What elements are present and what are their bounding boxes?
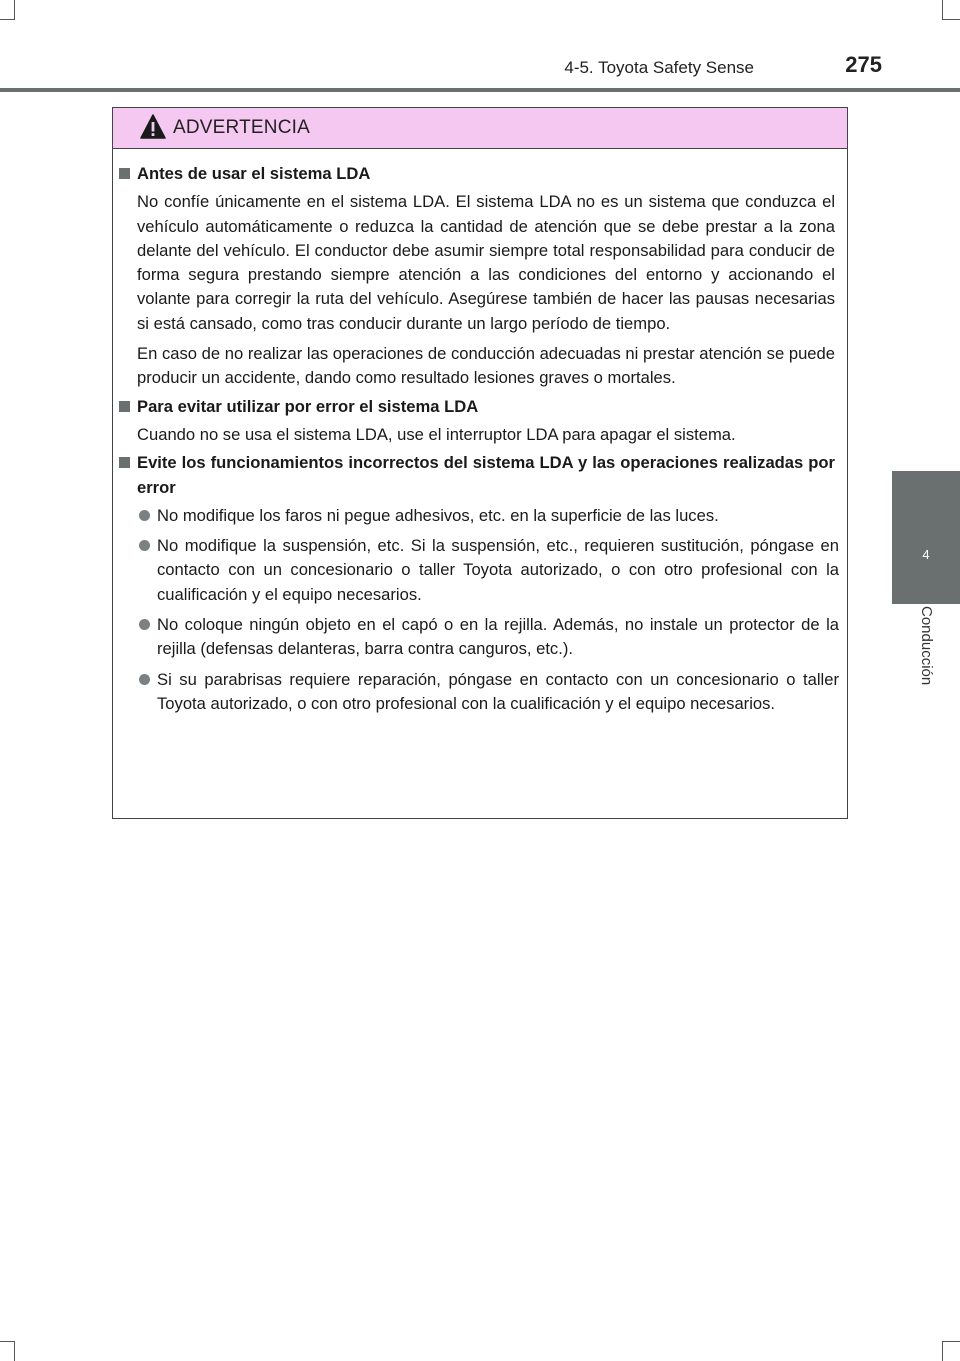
square-bullet-icon [119,401,130,412]
warning-triangle-icon [140,114,166,140]
chapter-tab [892,471,960,604]
crop-mark [0,1341,14,1342]
crop-mark [943,1341,960,1342]
warning-box [112,107,848,819]
circle-bullet-icon [139,674,150,685]
crop-mark [14,1341,15,1361]
circle-bullet-icon [139,619,150,630]
paragraph: No confíe únicamente en el sistema LDA. El sistema LDA no es un sistema que conduzca el vehículo automáticamente o reduzca la cantidad de atención que se debe prestar a la zona delante del vehículo. El conductor debe asumir siempre total responsabilidad para conducir de forma segura prestando siempre atención a las condiciones del entorno y accionando el volante para corregir la ruta del vehículo. Asegúrese también de hacer las pausas necesarias si está cansado, como tras conducir durante un largo período de tiempo. [137,192,835,333]
section-heading: Evite los funcionamientos incorrectos del sistema LDA y las operaciones realizadas por error [113,451,847,500]
section-heading: Antes de usar el sistema LDA [113,162,847,186]
warning-title: ADVERTENCIA [173,117,310,138]
chapter-name: Conducción [918,606,935,686]
circle-bullet-icon [139,540,150,551]
paragraph: En caso de no realizar las operaciones de conducción adecuadas ni prestar atención se puede producir un accidente, dando como resultado lesiones graves o mortales. [137,344,835,388]
section-heading: Para evitar utilizar por error el sistema LDA [113,395,847,419]
warning-body [113,162,847,722]
square-bullet-icon [119,457,130,468]
square-bullet-icon [119,168,130,179]
list-item: No modifique los faros ni pegue adhesivos, etc. en la superficie de las luces. [113,504,847,528]
chapter-number: 4 [922,547,930,562]
list-item: No modifique la suspensión, etc. Si la suspensión, etc., requieren sustitución, póngase en contacto con un concesionario o taller Toyota autorizado, o con otro profesional con la cualificación y el equipo necesarios. [113,534,847,607]
circle-bullet-icon [139,510,150,521]
warning-header [113,108,847,149]
list-item: Si su parabrisas requiere reparación, póngase en contacto con un concesionario o taller Toyota autorizado, o con otro profesional con la cualificación y el equipo necesarios. [113,668,847,717]
chapter-label [892,606,960,716]
list-item: No coloque ningún objeto en el capó o en la rejilla. Además, no instale un protector de la rejilla (defensas delanteras, barra contra canguros, etc.). [113,613,847,662]
paragraph: Cuando no se usa el sistema LDA, use el interruptor LDA para apagar el sistema. [137,424,736,444]
page-header [0,0,960,92]
crop-mark [942,1341,943,1361]
section-title: 4-5. Toyota Safety Sense [564,58,754,77]
page-number: 275 [845,52,882,77]
header-rule [0,88,960,92]
